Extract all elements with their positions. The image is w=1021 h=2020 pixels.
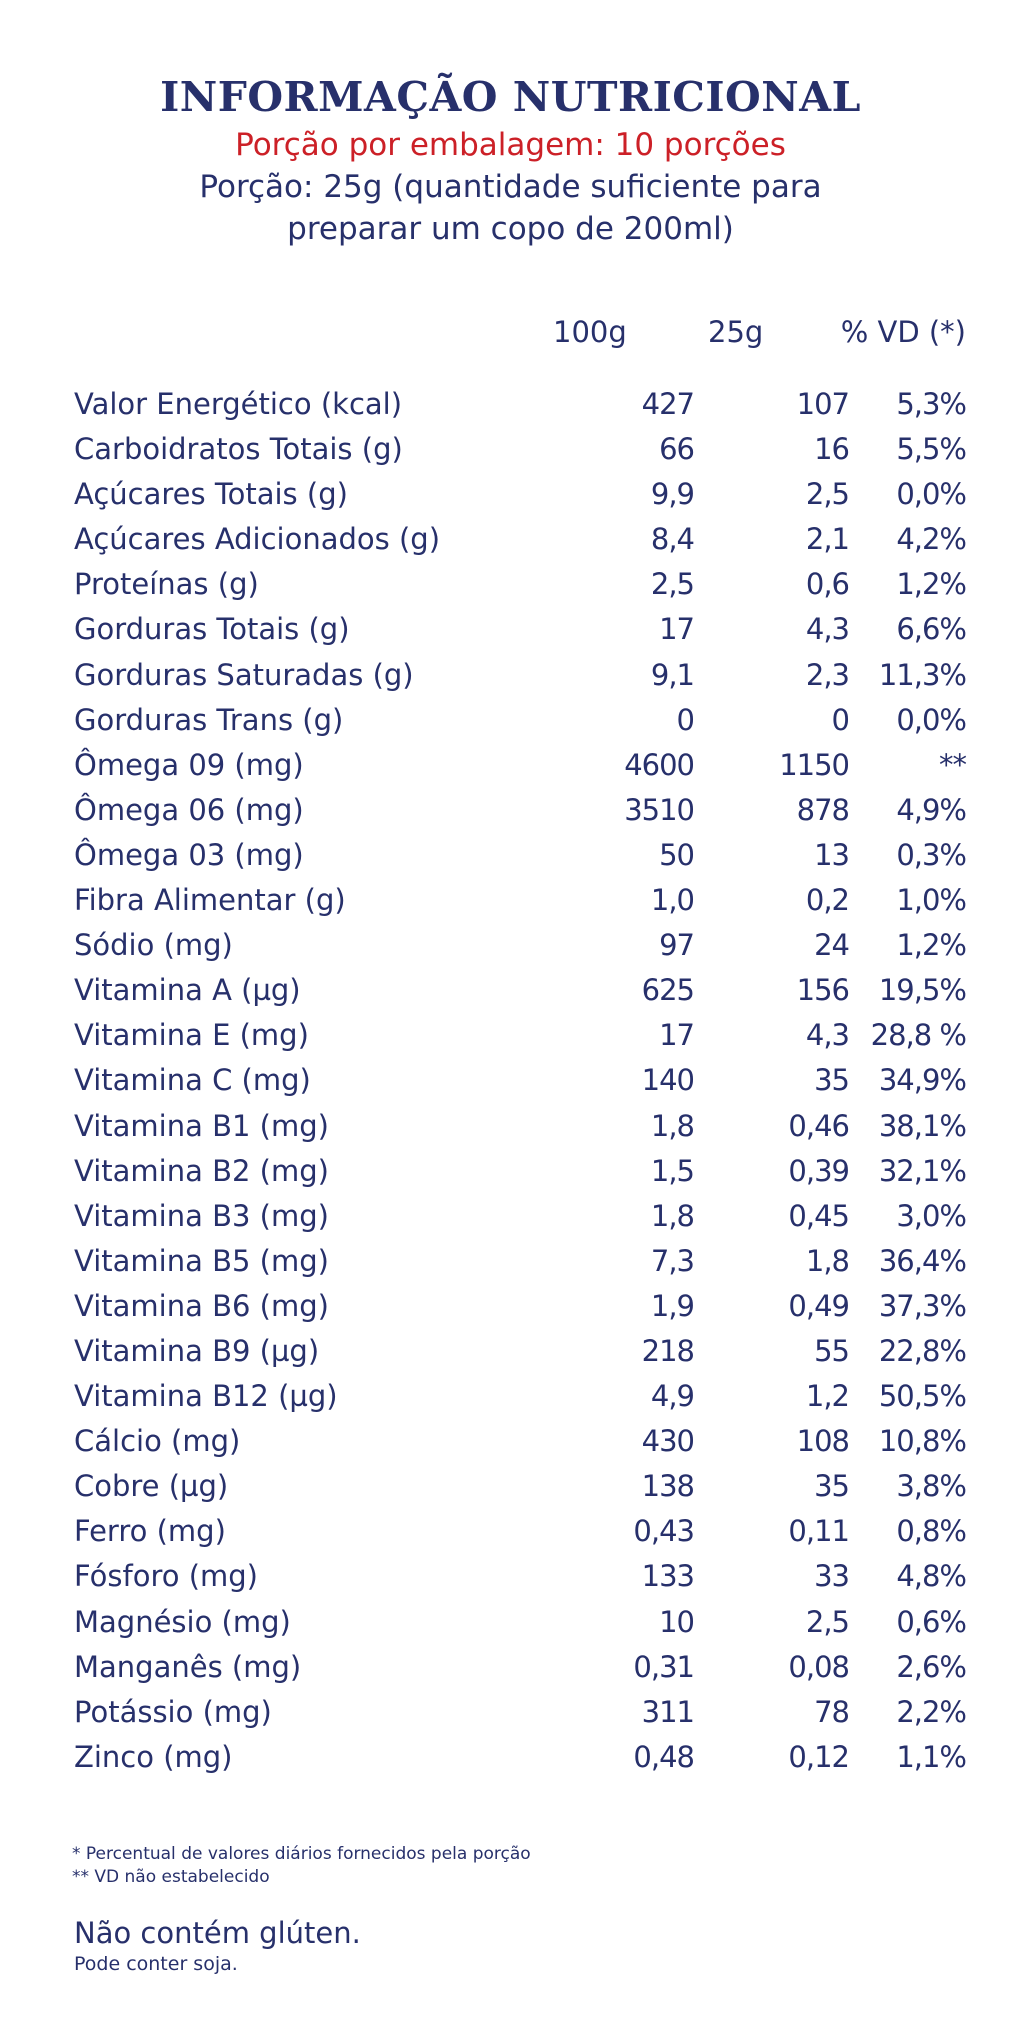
- value-dv: 4,8%: [896, 1559, 966, 1594]
- value-100g: 17: [659, 612, 694, 647]
- nutrient-name: Manganês (mg): [74, 1649, 302, 1684]
- value-25g: 1,2: [805, 1379, 849, 1414]
- serving-size: Porção: 25g (quantidade suficiente para preparar um copo de 200ml): [199, 169, 822, 247]
- table-row: [74, 1104, 966, 1149]
- value-25g: 4,3: [805, 1018, 849, 1053]
- value-25g: 1,8: [805, 1243, 849, 1278]
- value-dv: 2,6%: [896, 1649, 966, 1684]
- table-row: [74, 1690, 966, 1735]
- value-25g: 4,3: [805, 612, 849, 647]
- servings-per-package: Porção por embalagem: 10 porções: [235, 127, 786, 163]
- value-100g: 140: [641, 1063, 694, 1098]
- footnote-no-dv: ** VD não estabelecido: [72, 1867, 270, 1887]
- value-25g: 0,12: [788, 1739, 849, 1774]
- table-row: [74, 653, 966, 698]
- nutrient-name: Vitamina B1 (mg): [74, 1108, 329, 1143]
- table-row: [74, 1284, 966, 1329]
- value-25g: 107: [796, 387, 849, 421]
- value-25g: 35: [814, 1063, 849, 1098]
- table-row: [74, 1194, 966, 1239]
- value-25g: 55: [814, 1333, 849, 1368]
- table-row: [74, 1239, 966, 1284]
- table-row: [74, 1058, 966, 1103]
- value-100g: 9,1: [650, 657, 694, 692]
- value-dv: 5,5%: [896, 432, 966, 467]
- table-row: [74, 1554, 966, 1599]
- value-dv: 38,1%: [878, 1108, 966, 1143]
- value-25g: 0,46: [788, 1108, 849, 1143]
- nutrient-name: Cálcio (mg): [74, 1424, 241, 1459]
- value-25g: 35: [814, 1469, 849, 1504]
- value-25g: 0,11: [788, 1514, 849, 1549]
- value-25g: 0,49: [788, 1288, 849, 1323]
- nutrient-name: Carboidratos Totais (g): [74, 432, 403, 467]
- value-100g: 625: [641, 973, 694, 1008]
- value-100g: 8,4: [650, 522, 694, 557]
- nutrient-name: Potássio (mg): [74, 1694, 272, 1729]
- value-100g: 0,31: [633, 1649, 694, 1684]
- nutrient-name: Açúcares Adicionados (g): [74, 522, 441, 557]
- value-100g: 311: [641, 1694, 694, 1729]
- value-25g: 0: [831, 702, 849, 737]
- nutrient-name: Magnésio (mg): [74, 1604, 291, 1639]
- value-100g: 7,3: [650, 1243, 694, 1278]
- table-row: [74, 788, 966, 833]
- value-dv: 11,3%: [878, 657, 966, 692]
- value-25g: 2,3: [805, 657, 849, 692]
- nutrient-name: Vitamina B9 (µg): [74, 1333, 320, 1368]
- value-100g: 1,8: [650, 1198, 694, 1233]
- table-row: [74, 833, 966, 878]
- value-25g: 2,1: [805, 522, 849, 557]
- table-row: [74, 743, 966, 788]
- nutrient-name: Gorduras Saturadas (g): [74, 657, 414, 692]
- value-25g: 2,5: [805, 1604, 849, 1639]
- nutrient-name: Fibra Alimentar (g): [74, 883, 346, 918]
- nutrient-name: Cobre (µg): [74, 1469, 229, 1504]
- table-row: [74, 698, 966, 743]
- value-dv: 4,2%: [896, 522, 966, 557]
- table-row: [74, 1509, 966, 1554]
- value-dv: 4,9%: [896, 792, 966, 827]
- table-row: [74, 427, 966, 472]
- value-100g: 218: [641, 1333, 694, 1368]
- table-row: [74, 1374, 966, 1419]
- nutrient-name: Proteínas (g): [74, 567, 259, 602]
- value-25g: 0,6: [805, 567, 849, 602]
- value-100g: 427: [641, 387, 694, 421]
- value-dv: 1,2%: [896, 928, 966, 963]
- table-row: [74, 1013, 966, 1058]
- table-row: [74, 1419, 966, 1464]
- value-100g: 17: [659, 1018, 694, 1053]
- value-dv: 50,5%: [878, 1379, 966, 1414]
- value-100g: 133: [641, 1559, 694, 1594]
- table-row: [74, 1149, 966, 1194]
- column-header-25g: 25g: [708, 315, 764, 349]
- value-100g: 9,9: [650, 477, 694, 512]
- value-dv: 19,5%: [878, 973, 966, 1008]
- value-100g: 0: [676, 702, 694, 737]
- value-25g: 13: [814, 837, 849, 872]
- value-100g: 1,5: [650, 1153, 694, 1188]
- table-row: [74, 1735, 966, 1780]
- value-dv: 0,6%: [896, 1604, 966, 1639]
- nutrient-name: Ômega 09 (mg): [74, 747, 304, 782]
- value-dv: 0,0%: [896, 477, 966, 512]
- value-25g: 0,2: [805, 883, 849, 918]
- value-100g: 50: [659, 837, 694, 872]
- table-row: [74, 472, 966, 517]
- nutrient-name: Fósforo (mg): [74, 1559, 258, 1594]
- value-100g: 3510: [624, 792, 694, 827]
- value-dv: 36,4%: [878, 1243, 966, 1278]
- value-dv: **: [939, 747, 966, 782]
- nutrient-name: Vitamina B2 (mg): [74, 1153, 329, 1188]
- value-dv: 1,2%: [896, 567, 966, 602]
- value-100g: 4600: [624, 747, 694, 782]
- value-25g: 0,45: [788, 1198, 849, 1233]
- value-100g: 138: [641, 1469, 694, 1504]
- value-25g: 16: [814, 432, 849, 467]
- nutrient-name: Gorduras Trans (g): [74, 702, 344, 737]
- value-dv: 6,6%: [896, 612, 966, 647]
- gluten-statement: Não contém glúten.: [74, 1916, 361, 1950]
- nutrient-name: Ômega 03 (mg): [74, 837, 304, 872]
- value-dv: 22,8%: [878, 1333, 966, 1368]
- value-dv: 2,2%: [896, 1694, 966, 1729]
- page-title: INFORMAÇÃO NUTRICIONAL: [160, 73, 861, 121]
- value-25g: 24: [814, 928, 849, 963]
- value-dv: 1,1%: [896, 1739, 966, 1774]
- nutrient-name: Vitamina A (µg): [74, 973, 301, 1008]
- nutrient-name: Zinco (mg): [74, 1739, 233, 1774]
- value-25g: 2,5: [805, 477, 849, 512]
- nutrition-table: [74, 382, 966, 1780]
- nutrient-name: Vitamina B5 (mg): [74, 1243, 329, 1278]
- value-100g: 1,8: [650, 1108, 694, 1143]
- table-row: [74, 1645, 966, 1690]
- table-row: [74, 923, 966, 968]
- value-dv: 1,0%: [896, 883, 966, 918]
- value-25g: 1150: [779, 747, 849, 782]
- value-25g: 78: [814, 1694, 849, 1729]
- nutrient-name: Vitamina E (mg): [74, 1018, 309, 1053]
- value-25g: 0,39: [788, 1153, 849, 1188]
- value-25g: 878: [796, 792, 849, 827]
- value-25g: 0,08: [788, 1649, 849, 1684]
- nutrient-name: Vitamina B12 (µg): [74, 1379, 338, 1414]
- column-header-100g: 100g: [553, 315, 627, 349]
- label-header: [0, 70, 1021, 250]
- value-100g: 2,5: [650, 567, 694, 602]
- value-dv: 3,0%: [896, 1198, 966, 1233]
- value-dv: 34,9%: [878, 1063, 966, 1098]
- value-100g: 0,43: [633, 1514, 694, 1549]
- value-100g: 66: [659, 432, 694, 467]
- value-100g: 0,48: [633, 1739, 694, 1774]
- nutrient-name: Vitamina C (mg): [74, 1063, 311, 1098]
- value-25g: 33: [814, 1559, 849, 1594]
- value-100g: 430: [641, 1424, 694, 1459]
- value-dv: 0,8%: [896, 1514, 966, 1549]
- value-dv: 0,0%: [896, 702, 966, 737]
- value-100g: 97: [659, 928, 694, 963]
- value-100g: 4,9: [650, 1379, 694, 1414]
- table-row: [74, 1464, 966, 1509]
- value-dv: 28,8 %: [870, 1018, 966, 1053]
- nutrient-name: Valor Energético (kcal): [74, 387, 403, 421]
- value-dv: 5,3%: [896, 387, 966, 421]
- nutrient-name: Ferro (mg): [74, 1514, 226, 1549]
- table-row: [74, 607, 966, 652]
- table-row: [74, 382, 966, 427]
- value-25g: 156: [796, 973, 849, 1008]
- table-row: [74, 562, 966, 607]
- nutrient-name: Gorduras Totais (g): [74, 612, 350, 647]
- value-dv: 32,1%: [878, 1153, 966, 1188]
- table-row: [74, 968, 966, 1013]
- nutrient-name: Vitamina B3 (mg): [74, 1198, 329, 1233]
- value-dv: 0,3%: [896, 837, 966, 872]
- footnote-dv: * Percentual de valores diários fornecidos pela porção: [72, 1844, 531, 1864]
- table-row: [74, 878, 966, 923]
- value-25g: 108: [796, 1424, 849, 1459]
- nutrient-name: Açúcares Totais (g): [74, 477, 348, 512]
- value-100g: 1,0: [650, 883, 694, 918]
- table-row: [74, 1600, 966, 1645]
- nutrient-name: Vitamina B6 (mg): [74, 1288, 329, 1323]
- soy-statement: Pode conter soja.: [74, 1953, 238, 1975]
- value-dv: 3,8%: [896, 1469, 966, 1504]
- column-header-dv: % VD (*): [840, 315, 966, 349]
- nutrient-name: Sódio (mg): [74, 928, 233, 963]
- value-dv: 37,3%: [878, 1288, 966, 1323]
- nutrient-name: Ômega 06 (mg): [74, 792, 304, 827]
- table-row: [74, 517, 966, 562]
- table-row: [74, 1329, 966, 1374]
- value-100g: 1,9: [650, 1288, 694, 1323]
- value-dv: 10,8%: [878, 1424, 966, 1459]
- value-100g: 10: [659, 1604, 694, 1639]
